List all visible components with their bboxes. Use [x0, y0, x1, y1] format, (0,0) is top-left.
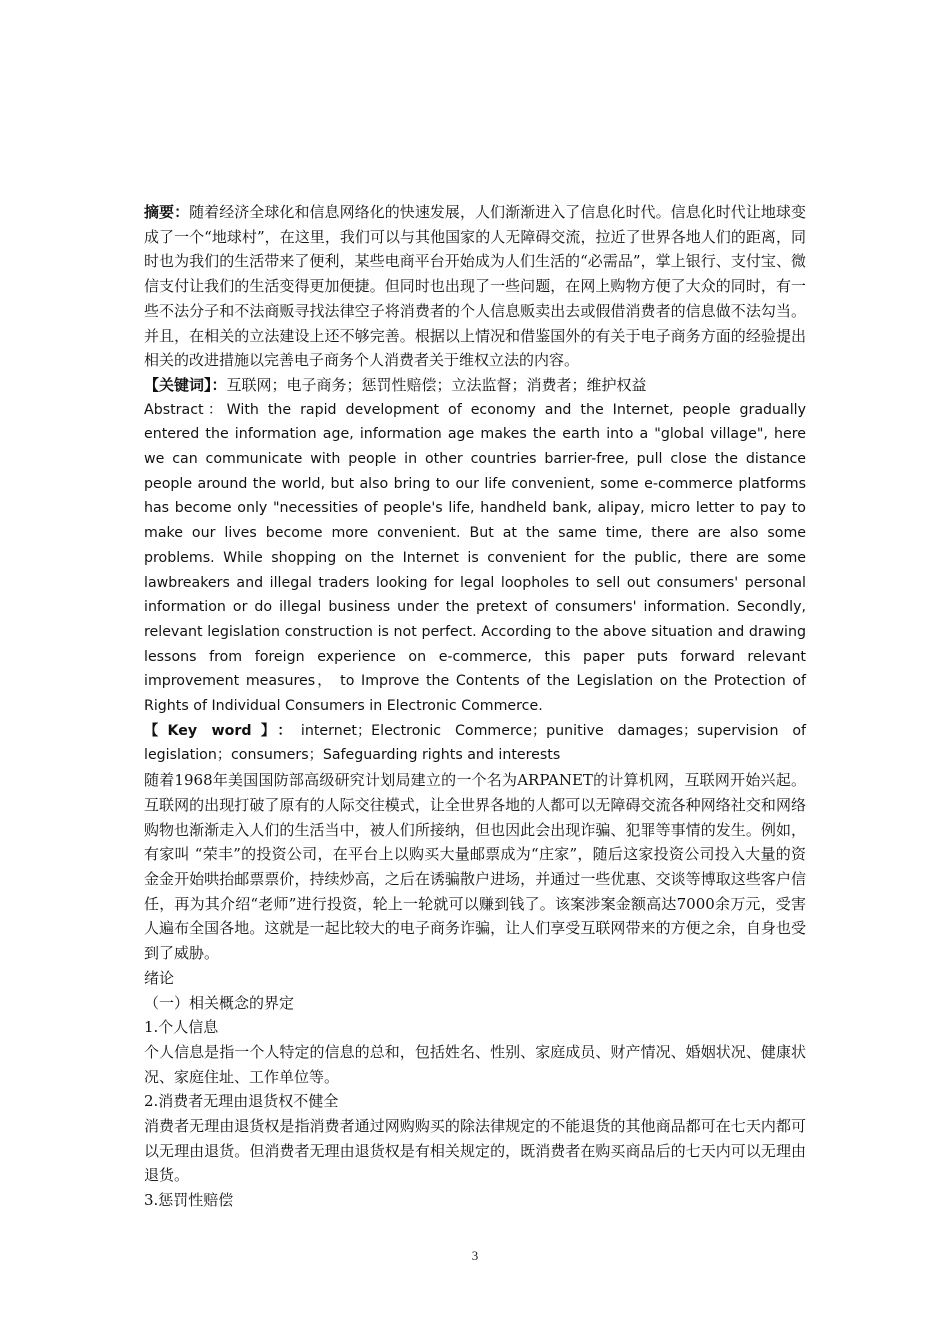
item-1-title: 1.个人信息 [144, 1018, 219, 1037]
page-number: 3 [471, 1248, 479, 1263]
keywords-en-text: internet；Electronic Commerce；punitive damages；supervision of legislation；consumers；Safeguarding rights and interests [144, 722, 806, 764]
intro-paragraph: 随着1968年美国国防部高级研究计划局建立的一个名为ARPANET的计算机网，互联网开始兴起。互联网的出现打破了原有的人际交往模式，让全世界各地的人都可以无障碍交流各种网络社交和网络购物也渐渐走入人们的生活当中，被人们所接纳，但也因此会出现诈骗、犯罪等事情的发生。例如，有家叫 “荣丰”的投资公司，在平台上以购买大量邮票成为“庄家”，随后这家投资公司投入大量的资金金开始哄抬邮票票价，持续炒高，之后在诱骗散户进场，并通过一些优惠、交谈等博取这些客户信任，再为其介绍“老师”进行投资，轮上一轮就可以赚到钱了。该案涉案金额高达7000余万元，受害人遍布全国各地。这就是一起比较大的电子商务诈骗，让人们享受互联网带来的方便之余，自身也受到了威胁。 [144, 771, 806, 963]
item-1-text: 个人信息是指一个人特定的信息的总和，包括姓名、性别、家庭成员、财产情况、婚姻状况、健康状况、家庭住址、工作单位等。 [144, 1042, 806, 1086]
heading-section-1: （一）相关概念的界定 [144, 993, 295, 1012]
item-3-title: 3.惩罚性赔偿 [144, 1191, 234, 1210]
abstract-cn-text: 随着经济全球化和信息网络化的快速发展，人们渐渐进入了信息化时代。信息化时代让地球变成了一个“地球村”，在这里，我们可以与其他国家的人无障碍交流，拉近了世界各地人们的距离，同时也为我们的生活带来了便利，某些电商平台开始成为人们生活的“必需品”，掌上银行、支付宝、微信支付让我们的生活变得更加便捷。但同时也出现了一些问题，在网上购物方便了大众的同时，有一些不法分子和不法商贩寻找法律空子将消费者的个人信息贩卖出去或假借消费者的信息做不法勾当。并且，在相关的立法建设上还不够完善。根据以上情况和借鉴国外的有关于电子商务方面的经验提出相关的改进措施以完善电子商务个人消费者关于维权立法的内容。 [144, 203, 806, 370]
page-body [144, 200, 806, 1213]
keywords-en-label: 【Key word】： [144, 722, 301, 739]
heading-intro: 绪论 [144, 968, 175, 987]
abstract-en-paragraph [144, 398, 806, 719]
keywords-cn-text: 互联网；电子商务；惩罚性赔偿；立法监督；消费者；维护权益 [226, 375, 647, 394]
item-2-title: 2.消费者无理由退货权不健全 [144, 1092, 339, 1111]
abstract-en-label: Abstract： [144, 401, 227, 418]
keywords-cn-label: 【关键词】： [144, 375, 227, 394]
item-2-text: 消费者无理由退货权是指消费者通过网购购买的除法律规定的不能退货的其他商品都可在七天内都可以无理由退货。但消费者无理由退货权是有相关规定的，既消费者在购买商品后的七天内可以无理由退货。 [144, 1117, 806, 1185]
keywords-cn-paragraph [144, 373, 806, 398]
keywords-en-paragraph [144, 719, 806, 768]
abstract-cn-label: 摘要： [144, 203, 190, 221]
abstract-en-text: With the rapid development of economy and the Internet, people gradually entered the information age, information age makes the earth into a "global village", here we can communicate with people in other countries barrier-free, pull close the distance people around the world, but also bring to our life convenient, some e-commerce platforms has become only "necessities of people's life, handheld bank, alipay, micro letter to pay to make our lives become more convenient. But at the same time, there are also some problems. While shopping on the Internet is convenient for the public, there are some lawbreakers and illegal traders looking for legal loopholes to sell out consumers' personal information or do illegal business under the pretext of consumers' information. Secondly, relevant legislation construction is not perfect. According to the above situation and drawing lessons from foreign experience on e-commerce, this paper puts forward relevant improvement measures， to Improve the Contents of the Legislation on the Protection of Rights of Individual Consumers in Electronic Commerce. [144, 401, 806, 715]
abstract-cn-paragraph [144, 200, 806, 373]
